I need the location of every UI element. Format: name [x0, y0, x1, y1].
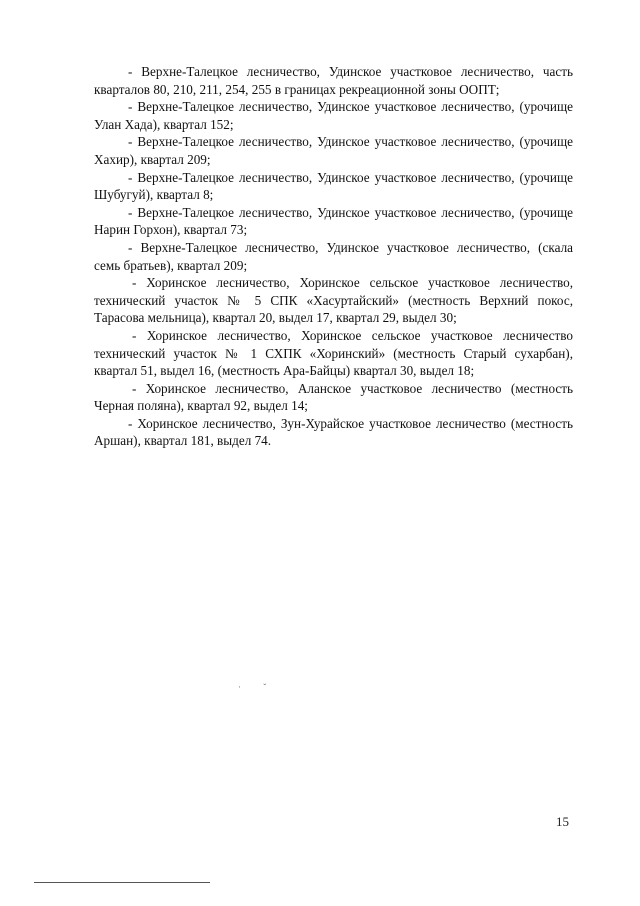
list-item: - Хоринское лесничество, Хоринское сельское участковое лесничество, технический участок № 5 СПК «Хасуртайский» (местность Верхний покос, Тарасова мельница), квартал 20, выдел 17, квартал 29, выдел 30;	[94, 275, 573, 326]
document-body	[94, 63, 573, 450]
list-item: - Верхне-Талецкое лесничество, Удинское участковое лесничество, (урочище Нарин Горхон), квартал 73;	[94, 204, 573, 238]
list-item: - Верхне-Талецкое лесничество, Удинское участковое лесничество, (урочище Хахир), квартал 209;	[94, 134, 573, 167]
list-item: - Хоринское лесничество, Зун-Хурайское участковое лесничество (местность Аршан), квартал 181, выдел 74.	[94, 415, 573, 449]
page-number: 15	[556, 814, 569, 829]
stray-scan-marks: · ˇ	[238, 682, 277, 692]
list-item: - Верхне-Талецкое лесничество, Удинское участковое лесничество, (скала семь братьев), квартал 209;	[94, 239, 573, 273]
list-item: - Хоринское лесничество, Аланское участковое лесничество (местность Черная поляна), квартал 92, выдел 14;	[94, 380, 573, 414]
list-item: - Верхне-Талецкое лесничество, Удинское участковое лесничество, (урочище Улан Хада), квартал 152;	[94, 99, 573, 132]
list-item: - Верхне-Талецкое лесничество, Удинское участковое лесничество, (урочище Шубугуй), квартал 8;	[94, 169, 573, 203]
footer-rule	[34, 882, 210, 883]
list-item: - Верхне-Талецкое лесничество, Удинское участковое лесничество, часть кварталов 80, 210, 211, 254, 255 в границах рекреационной зоны ООПТ;	[94, 64, 573, 97]
list-item: - Хоринское лесничество, Хоринское сельское участковое лесничество технический участок № 1 СХПК «Хоринский» (местность Старый сухарбан), квартал 51, выдел 16, (местность Ара-Байцы) квартал 30, выдел 18;	[94, 327, 573, 379]
